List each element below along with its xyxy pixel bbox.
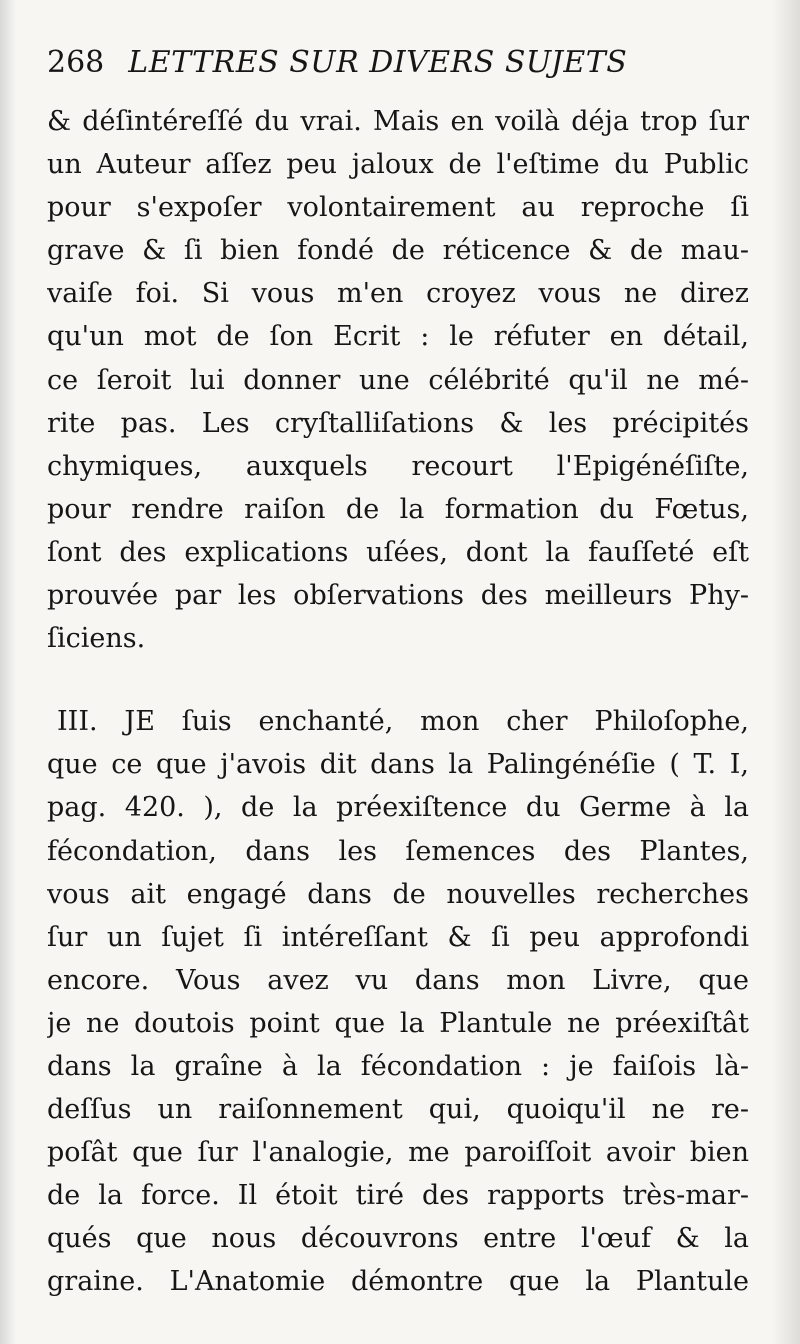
text-line: III. JE ſuis enchanté, mon cher Philoſophe, [57,706,749,738]
text-line: grave & ſi bien fondé de réticence & de mau- [47,235,749,267]
text-line: de la force. Il étoit tiré des rapports très-mar- [47,1180,749,1212]
text-line: fécondation, dans les ſemences des Plantes, [47,835,749,867]
running-title: LETTRES SUR DIVERS SUJETS [128,44,628,80]
text-line: pour rendre raiſon de la formation du Fœtus, [47,493,749,525]
running-head [47,40,687,84]
text-line: poſât que ſur l'analogie, me paroiſſoit avoir bien [47,1137,749,1169]
text-line: ſiciens. [47,623,146,655]
text-line: pour s'expoſer volontairement au reproche ſi [47,192,749,224]
text-line: chymiques, auxquels recourt l'Epigénéſiſte, [47,450,749,482]
text-line: & déſintéreſſé du vrai. Mais en voilà déja trop ſur [47,106,749,137]
text-line: qu'un mot de ſon Ecrit : le réfuter en détail, [47,321,749,353]
text-line: prouvée par les obſervations des meilleurs Phy- [47,580,749,612]
page-left-edge-shadow [0,0,16,1344]
text-line: un Auteur aſſez peu jaloux de l'eſtime du Public [47,149,749,181]
text-line: ſont des explications uſées, dont la fauſſeté eſt [47,536,749,568]
text-line: ce ſeroit lui donner une célébrité qu'il ne mé- [47,364,749,396]
text-line: pag. 420. ), de la préexiſtence du Germe à la [47,792,749,824]
text-line: que ce que j'avois dit dans la Palingénéſie ( T. I, [47,749,749,781]
text-line: ſur un ſujet ſi intéreſſant & ſi peu approfondi [47,921,749,953]
text-line: graine. L'Anatomie démontre que la Plantule [47,1266,749,1298]
text-line: rite pas. Les cryſtalliſations & les précipités [47,407,749,439]
text-line: dans la graîne à la fécondation : je faiſois là- [47,1050,749,1082]
paragraph [47,700,749,1303]
page-number: 268 [47,44,105,80]
paragraph [47,100,749,660]
text-line: qués que nous découvrons entre l'œuf & la [47,1223,749,1255]
text-line: je ne doutois point que la Plantule ne préexiſtât [47,1007,749,1039]
text-line: vaiſe foi. Si vous m'en croyez vous ne direz [47,278,749,310]
body-text [47,100,749,1304]
page-right-edge-shadow [772,0,800,1344]
text-line: encore. Vous avez vu dans mon Livre, que [47,964,749,996]
text-line: deſſus un raiſonnement qui, quoiqu'il ne re- [47,1094,749,1126]
paragraph-gap [47,660,749,700]
text-line: vous ait engagé dans de nouvelles recherches [47,878,749,910]
